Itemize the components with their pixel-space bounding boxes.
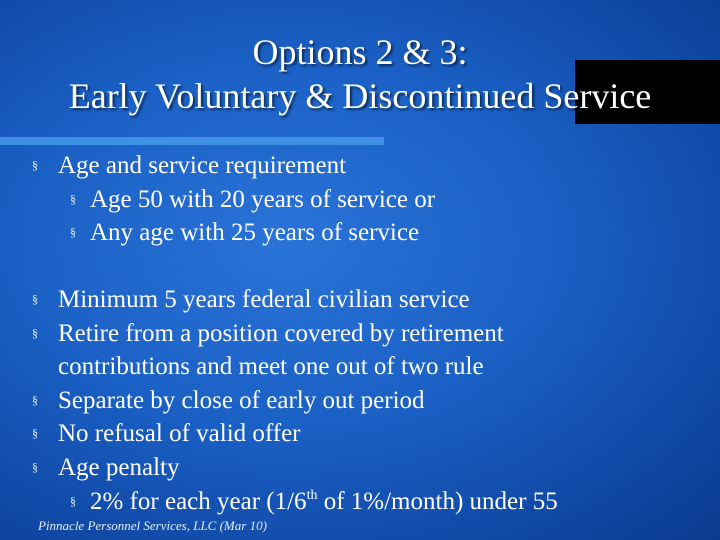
title-line-2: Early Voluntary & Discontinued Service	[68, 76, 652, 116]
sub-bullet-penalty-detail	[90, 485, 558, 518]
bullet-retire-line-2: contributions and meet one out of two rule	[58, 353, 484, 380]
penalty-detail-text-b: of 1%/month) under 55	[317, 488, 558, 515]
bullet-no-refusal: No refusal of valid offer	[58, 420, 301, 447]
bullet-separate: Separate by close of early out period	[58, 387, 425, 414]
sub-bullet-any-age: Any age with 25 years of service	[90, 219, 420, 246]
footer-credit: Pinnacle Personnel Services, LLC (Mar 10)	[38, 518, 267, 533]
bullet-age-service: Age and service requirement	[58, 152, 347, 179]
title-line-1: Options 2 & 3:	[252, 32, 468, 72]
penalty-detail-superscript: th	[306, 488, 318, 503]
sub-bullet-age50: Age 50 with 20 years of service or	[90, 186, 436, 213]
bullet-retire-line-1: Retire from a position covered by retirement	[58, 320, 504, 347]
bullet-marker-icon: §	[32, 158, 38, 172]
bullet-marker-icon: §	[32, 326, 38, 340]
bullet-marker-icon: §	[32, 393, 38, 407]
penalty-detail-text-a: 2% for each year (1/6	[90, 488, 307, 515]
slide-title	[0, 30, 720, 118]
sub-bullet-marker-icon: §	[70, 192, 76, 206]
title-accent-bar-light	[0, 137, 384, 145]
sub-bullet-marker-icon: §	[70, 225, 76, 239]
bullet-marker-icon: §	[32, 292, 38, 306]
sub-bullet-marker-icon: §	[70, 494, 76, 508]
bullet-marker-icon: §	[32, 460, 38, 474]
bullet-minimum-service: Minimum 5 years federal civilian service	[58, 286, 470, 313]
bullet-age-penalty: Age penalty	[58, 454, 180, 481]
bullet-marker-icon: §	[32, 426, 38, 440]
